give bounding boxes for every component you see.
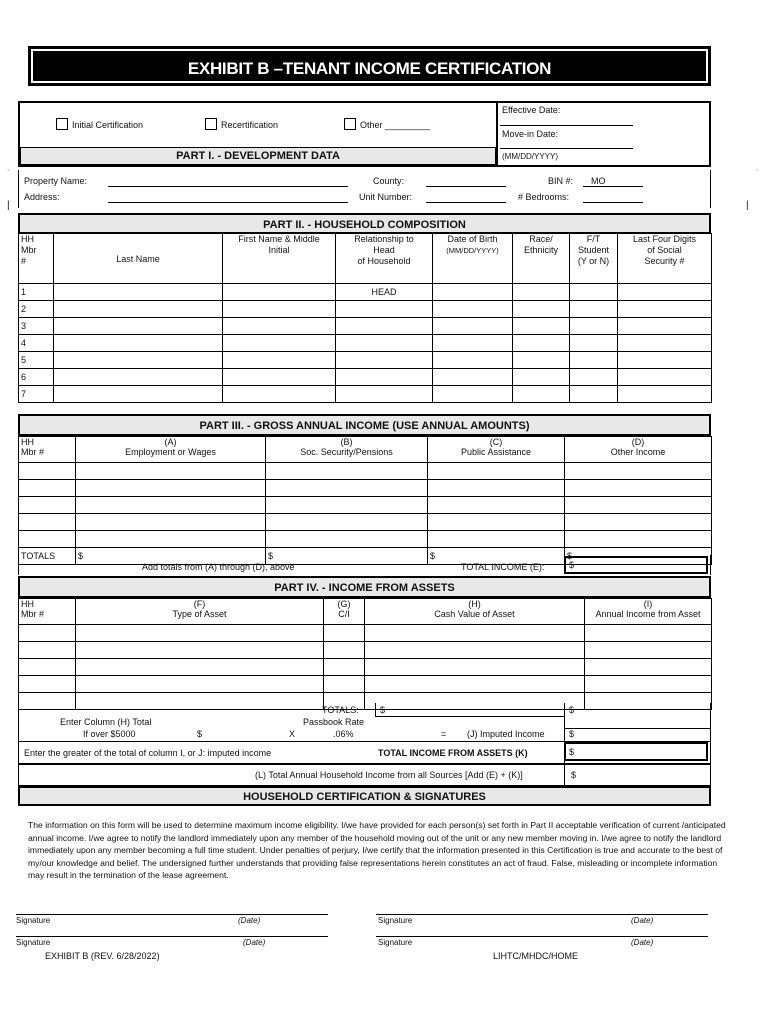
recertification-option[interactable]: Recertification bbox=[205, 118, 278, 130]
part1-header: PART I. - DEVELOPMENT DATA bbox=[20, 147, 496, 165]
table-row: 7 bbox=[19, 386, 712, 403]
bin-value: MO bbox=[591, 176, 606, 186]
movein-date-label: Move-in Date: bbox=[502, 129, 559, 139]
totals-row: TOTALS $ $ $ $ bbox=[19, 548, 712, 565]
col-social-security: Soc. Security/Pensions bbox=[300, 447, 393, 457]
table-row: 1 HEAD bbox=[19, 284, 712, 301]
col-annual-income: Annual Income from Asset bbox=[595, 609, 701, 619]
table-row bbox=[19, 676, 712, 693]
table-row: 6 bbox=[19, 369, 712, 386]
table-row bbox=[19, 463, 712, 480]
signature-line-4[interactable] bbox=[376, 936, 708, 937]
col-hh-mbr: HH Mbr # bbox=[19, 437, 76, 463]
unit-number-field[interactable] bbox=[426, 202, 506, 203]
enter-column-h-label: Enter Column (H) Total bbox=[60, 717, 152, 727]
table-row bbox=[19, 659, 712, 676]
revision-label: EXHIBIT B (REV. 6/28/2022) bbox=[45, 951, 160, 961]
col-ssn: Last Four Digits of Social Security # bbox=[618, 234, 712, 284]
table-row bbox=[19, 497, 712, 514]
form-title: EXHIBIT B –TENANT INCOME CERTIFICATION bbox=[187, 59, 552, 78]
col-relationship: Relationship to Head of Household bbox=[336, 234, 433, 284]
col-public-assistance: Public Assistance bbox=[460, 447, 532, 457]
signature-line-1[interactable] bbox=[16, 914, 328, 915]
county-label: County: bbox=[373, 176, 405, 186]
col-ci: C/I bbox=[338, 609, 350, 619]
table-row bbox=[19, 625, 712, 642]
table-row bbox=[19, 514, 712, 531]
household-composition-table bbox=[18, 233, 712, 403]
col-first-name: First Name & Middle Initial bbox=[223, 234, 336, 284]
if-over-label: If over $5000 bbox=[83, 729, 136, 739]
asset-totals-label: TOTALS: bbox=[322, 705, 359, 715]
col-employment: Employment or Wages bbox=[125, 447, 216, 457]
table-row: 5 bbox=[19, 352, 712, 369]
address-field[interactable] bbox=[108, 202, 348, 203]
col-asset-type: Type of Asset bbox=[172, 609, 227, 619]
passbook-rate-value: .06% bbox=[333, 729, 354, 739]
table-row bbox=[19, 480, 712, 497]
movein-date-field[interactable] bbox=[500, 148, 633, 149]
part4-header: PART IV. - INCOME FROM ASSETS bbox=[18, 576, 711, 598]
greater-of-note: Enter the greater of the total of column I, or J: imputed income bbox=[24, 748, 272, 758]
annual-household-income-label: (L) Total Annual Household Income from all Sources [Add (E) + (K)] bbox=[255, 770, 523, 780]
col-race: Race/ Ethnicity bbox=[513, 234, 570, 284]
table-row bbox=[19, 531, 712, 548]
checkbox-icon[interactable] bbox=[205, 118, 217, 130]
certification-header: HOUSEHOLD CERTIFICATION & SIGNATURES bbox=[18, 786, 711, 806]
certification-paragraph: The information on this form will be used to determine maximum income eligibility. I/we have provided for each person(s) set forth in Part II acceptable verification of current /anticipated annual income. I/we agree to notify the landlord immediately upon any member of the household moving out of the unit or any new member moving in. I/we agree to notify the landlord immediately upon any member becoming a full time student. Under penalties of perjury, I/we certify that the information presented in this Certification is true and accurate to the best of my/our knowledge and belief. The undersigned further understands that providing false representations herein constitutes an act of fraud. False, misleading or incomplete information may result in the termination of the lease agreement. bbox=[28, 820, 726, 881]
imputed-income-label: (J) Imputed Income bbox=[467, 729, 545, 739]
bin-label: BIN #: bbox=[548, 176, 574, 186]
table-row: 2 bbox=[19, 301, 712, 318]
property-name-label: Property Name: bbox=[24, 176, 88, 186]
effective-date-label: Effective Date: bbox=[502, 105, 561, 115]
property-name-field[interactable] bbox=[108, 186, 348, 187]
annual-household-income-field[interactable]: $ bbox=[571, 770, 577, 780]
col-hh-mbr: HH Mbr # bbox=[19, 599, 76, 625]
col-student: F/T Student (Y or N) bbox=[570, 234, 618, 284]
other-option[interactable]: Other _________ bbox=[344, 118, 430, 130]
bin-field[interactable] bbox=[583, 186, 643, 187]
bedrooms-label: # Bedrooms: bbox=[518, 192, 570, 202]
col-hh-mbr: HH Mbr # bbox=[19, 234, 54, 284]
total-assets-field[interactable]: $ bbox=[564, 742, 708, 761]
table-row: 4 bbox=[19, 335, 712, 352]
date-format-note: (MM/DD/YYYY) bbox=[502, 152, 558, 161]
col-cash-value: Cash Value of Asset bbox=[434, 609, 515, 619]
county-field[interactable] bbox=[426, 186, 506, 187]
assets-table: HH Mbr # (F) Type of Asset (G) C/I (H) Cash Value of Asset (I) Annual Income from Asset bbox=[18, 598, 712, 710]
signature-line-2[interactable] bbox=[376, 914, 708, 915]
total-assets-label: TOTAL INCOME FROM ASSETS (K) bbox=[378, 748, 528, 758]
part3-header: PART III. - GROSS ANNUAL INCOME (USE ANNUAL AMOUNTS) bbox=[18, 414, 711, 436]
initial-certification-option[interactable]: Initial Certification bbox=[56, 118, 143, 130]
signature-line-3[interactable] bbox=[16, 936, 328, 937]
checkbox-icon[interactable] bbox=[344, 118, 356, 130]
total-income-label: TOTAL INCOME (E): bbox=[461, 562, 545, 572]
col-date-of-birth: Date of Birth (MM/DD/YYYY) bbox=[433, 234, 513, 284]
bedrooms-field[interactable] bbox=[583, 202, 643, 203]
table-row: 3 bbox=[19, 318, 712, 335]
total-income-field[interactable]: $ bbox=[564, 556, 708, 574]
table-row bbox=[19, 642, 712, 659]
program-label: LIHTC/MHDC/HOME bbox=[493, 951, 578, 961]
title-banner bbox=[28, 46, 711, 86]
part2-header: PART II. - HOUSEHOLD COMPOSITION bbox=[18, 213, 711, 233]
unit-number-label: Unit Number: bbox=[359, 192, 413, 202]
gross-income-table: HH Mbr # (A) Employment or Wages (B) Soc. Security/Pensions (C) Public Assistance (D) Other Income TOTALS $ $ $ $ bbox=[18, 436, 712, 565]
col-last-name: Last Name bbox=[54, 234, 223, 284]
address-label: Address: bbox=[24, 192, 60, 202]
checkbox-icon[interactable] bbox=[56, 118, 68, 130]
add-totals-note: Add totals from (A) through (D), above bbox=[142, 562, 295, 572]
col-other-income: Other Income bbox=[610, 447, 666, 457]
passbook-rate-label: Passbook Rate bbox=[303, 717, 365, 727]
effective-date-field[interactable] bbox=[500, 125, 633, 126]
